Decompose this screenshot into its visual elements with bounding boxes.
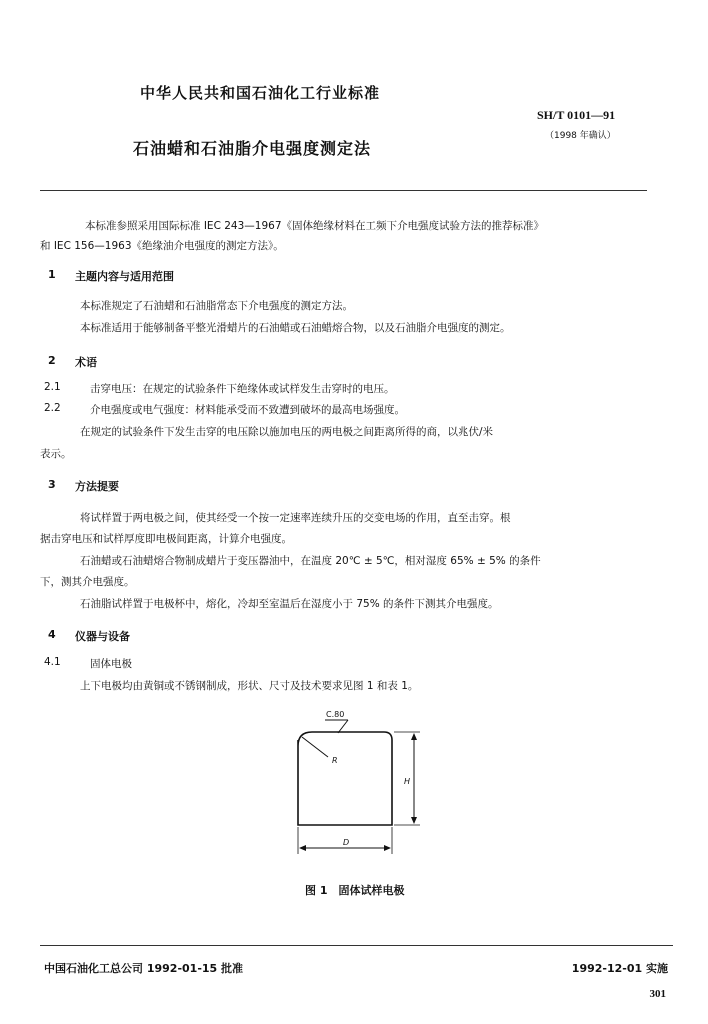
intro-line-1: 本标准参照采用国际标准 IEC 243—1967《固体绝缘材料在工频下介电强度试验方法的推荐标准》 <box>85 220 544 232</box>
section-1-para-1: 本标准规定了石油蜡和石油脂常态下介电强度的测定方法。 <box>80 300 353 312</box>
intro-line-2: 和 IEC 156—1963《绝缘油介电强度的测定方法》。 <box>40 240 284 252</box>
height-arrow-top <box>411 733 417 740</box>
electrode-diagram <box>280 700 430 860</box>
footer-rule <box>40 945 673 946</box>
implementation-date: 1992-12-01 实施 <box>571 962 668 975</box>
page-number: 301 <box>649 988 666 1000</box>
electrode-outline <box>298 732 392 825</box>
diameter-arrow-left <box>299 845 306 851</box>
section-3-para-1b: 据击穿电压和试样厚度即电极间距离，计算介电强度。 <box>40 533 292 545</box>
subsection-4-1-number: 4.1 <box>44 656 61 668</box>
section-3-number: 3 <box>48 478 56 491</box>
approval-statement: 中国石油化工总公司 1992-01-15 批准 <box>44 962 244 975</box>
subsection-4-1-heading: 固体电极 <box>90 658 132 670</box>
section-3-para-2b: 下，测其介电强度。 <box>40 576 135 588</box>
term-2-1-number: 2.1 <box>44 381 61 393</box>
document-title: 石油蜡和石油脂介电强度测定法 <box>133 139 372 158</box>
section-4-para-1: 上下电极均由黄铜或不锈钢制成，形状、尺寸及技术要求见图 1 和表 1。 <box>80 680 419 692</box>
chamfer-label: C.80 <box>326 710 345 719</box>
section-2-para-2: 表示。 <box>40 448 72 460</box>
term-2-1: 击穿电压：在规定的试验条件下绝缘体或试样发生击穿时的电压。 <box>90 383 395 395</box>
diameter-arrow-right <box>384 845 391 851</box>
section-1-number: 1 <box>48 268 56 281</box>
section-1-para-2: 本标准适用于能够制备平整光滑蜡片的石油蜡或石油蜡熔合物，以及石油脂介电强度的测定。 <box>80 322 511 334</box>
standard-number: SH/T 0101—91 <box>537 108 616 122</box>
term-2-2-number: 2.2 <box>44 402 61 414</box>
section-3-para-1a: 将试样置于两电极之间，使其经受一个按一定速率连续升压的交变电场的作用，直至击穿。根 <box>80 512 511 524</box>
section-3-para-2a: 石油蜡或石油蜡熔合物制成蜡片于变压器油中，在温度 20℃ ± 5℃，相对湿度 65% ± 5% 的条件 <box>80 555 541 567</box>
section-4-heading: 仪器与设备 <box>75 630 130 643</box>
figure-caption: 图 1 固体试样电极 <box>305 884 405 897</box>
section-4-number: 4 <box>48 628 56 641</box>
chamfer-leader-diagonal <box>338 720 348 733</box>
radius-leader <box>302 737 328 757</box>
section-1-heading: 主题内容与适用范围 <box>75 270 174 283</box>
height-arrow-bottom <box>411 817 417 824</box>
term-2-2: 介电强度或电气强度：材料能承受而不致遭到破坏的最高电场强度。 <box>90 404 405 416</box>
diameter-label: D <box>343 838 350 847</box>
header-rule <box>40 190 647 191</box>
height-label: H <box>404 777 411 786</box>
org-title: 中华人民共和国石油化工行业标准 <box>140 84 381 102</box>
section-3-heading: 方法提要 <box>75 480 119 493</box>
section-3-para-3: 石油脂试样置于电极杯中，熔化，冷却至室温后在湿度小于 75% 的条件下测其介电强度。 <box>80 598 499 610</box>
section-2-para-1: 在规定的试验条件下发生击穿的电压除以施加电压的两电极之间距离所得的商，以兆伏/米 <box>80 426 494 438</box>
section-2-heading: 术语 <box>75 356 97 369</box>
confirmation-note: （1998 年确认） <box>545 131 616 141</box>
section-2-number: 2 <box>48 354 56 367</box>
radius-label: R <box>332 756 338 765</box>
